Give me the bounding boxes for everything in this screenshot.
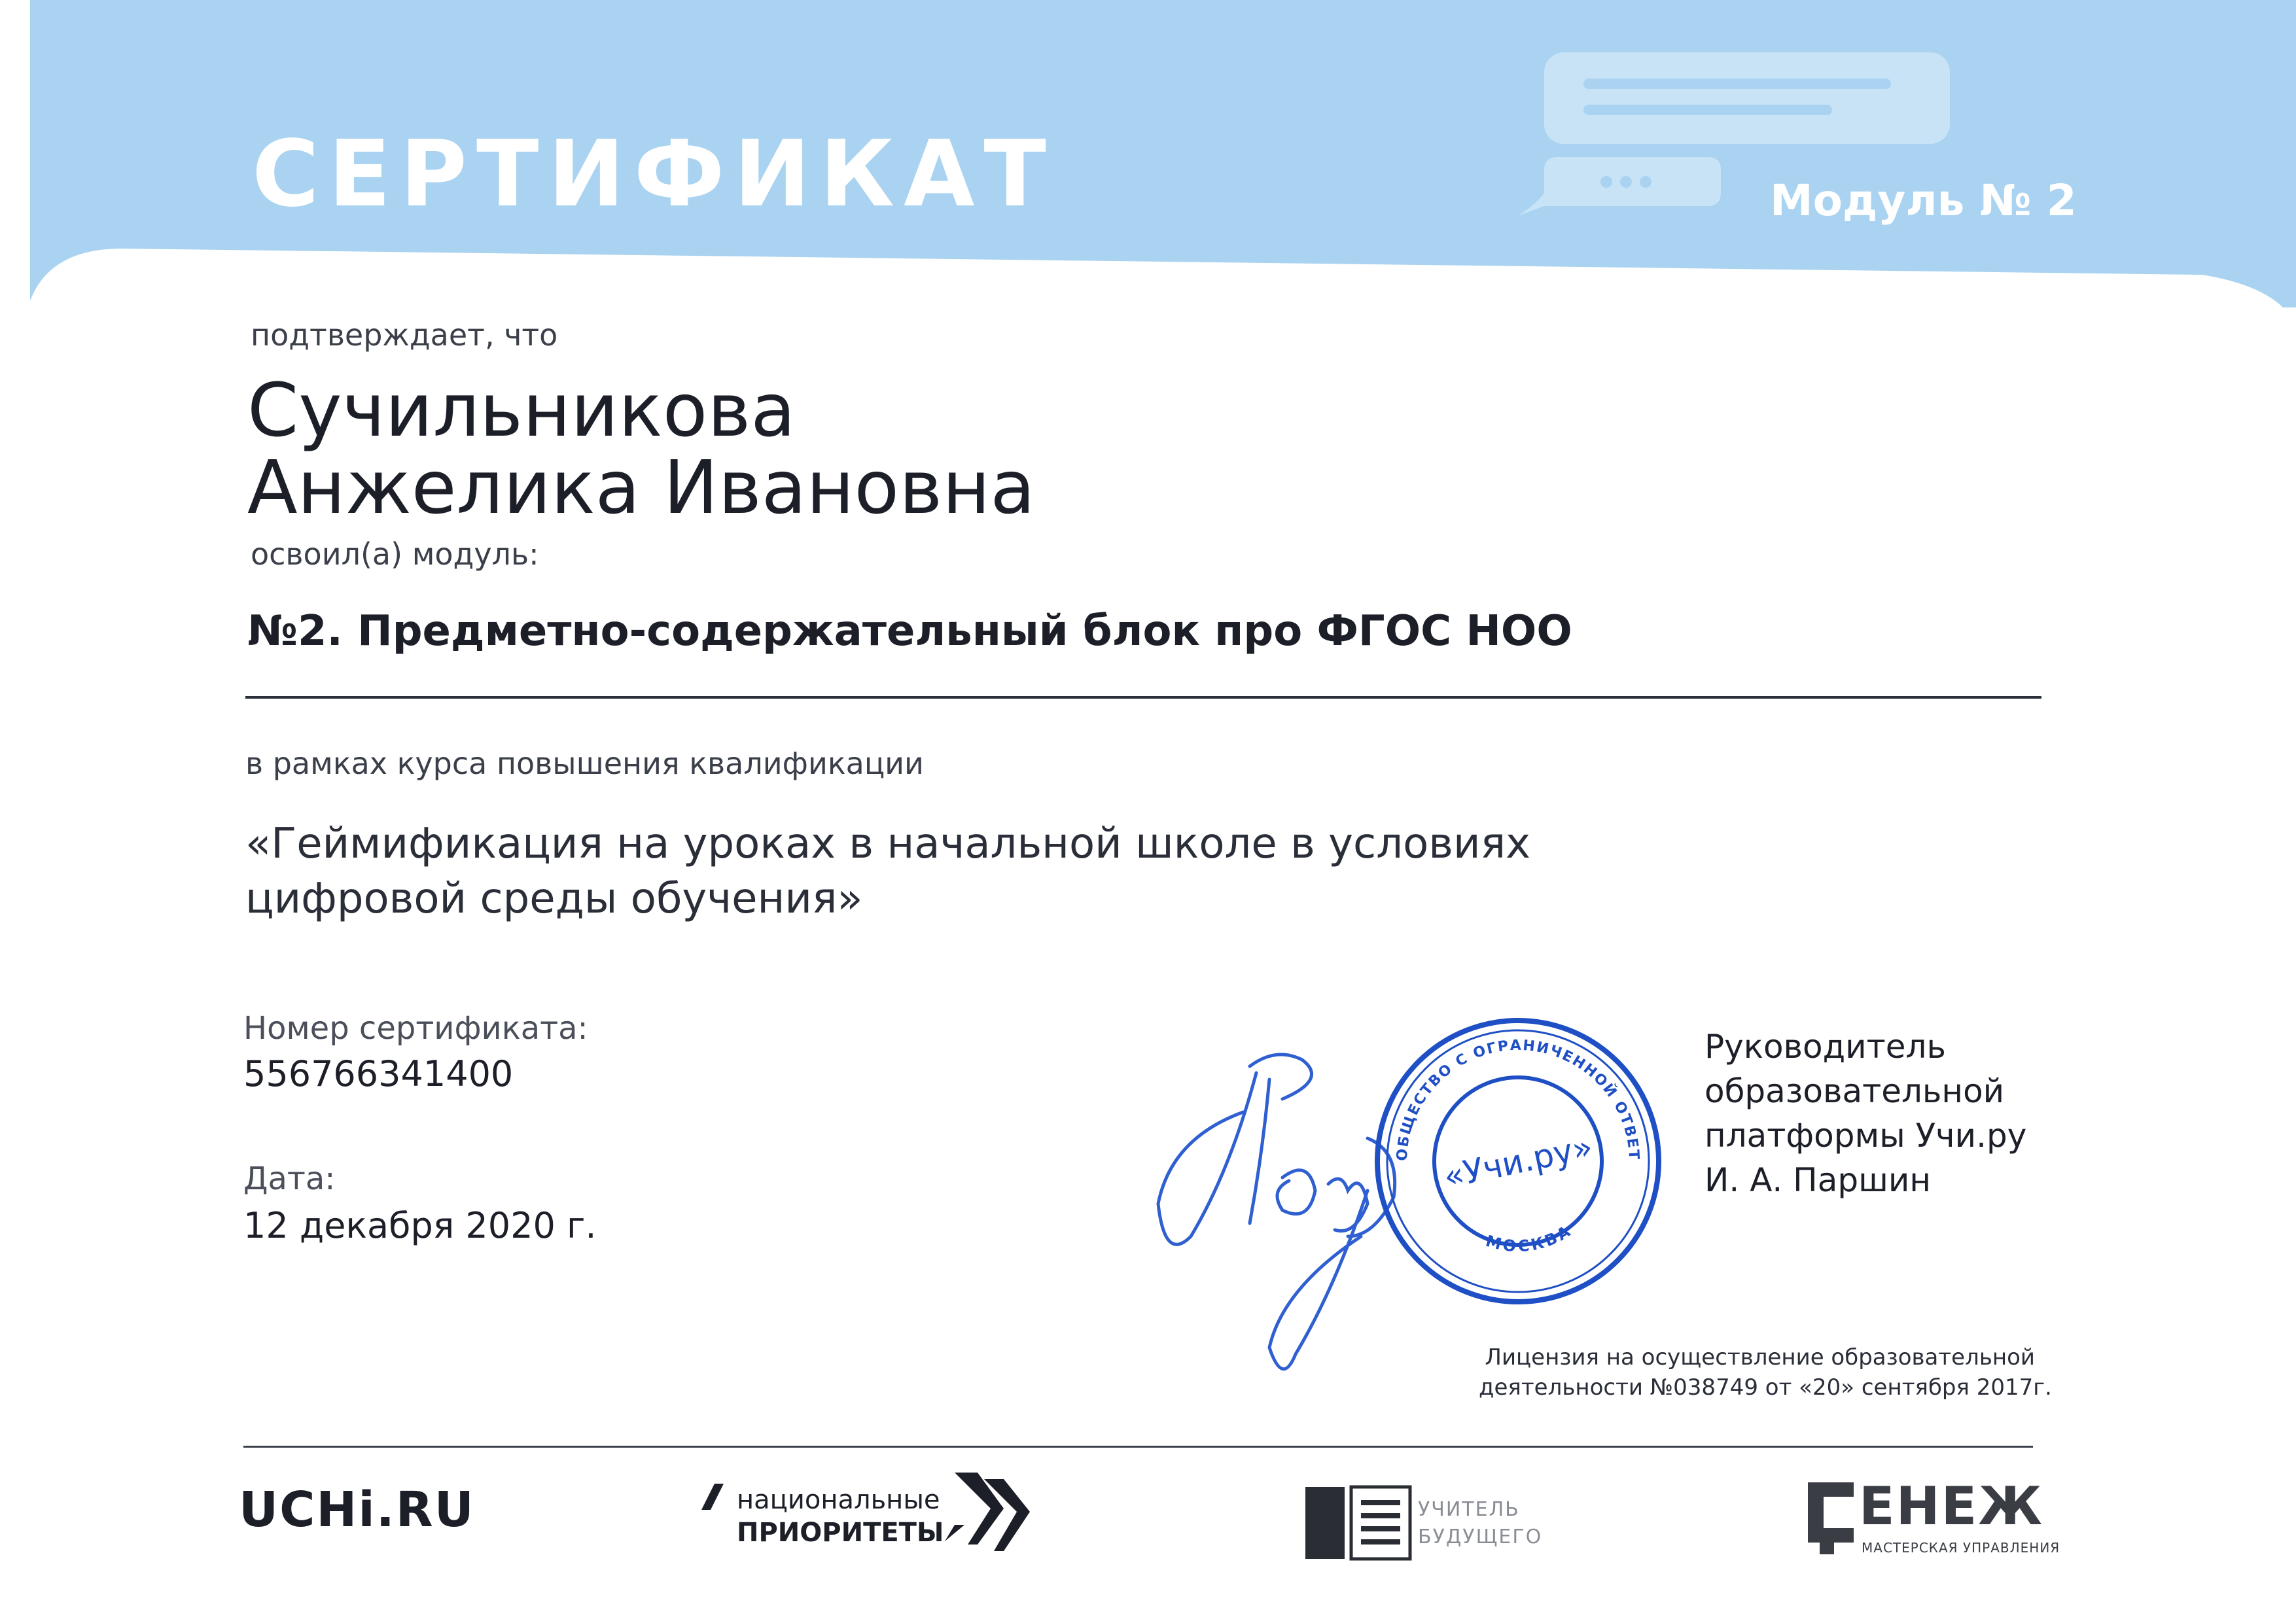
np-logo-top: национальные [737,1485,940,1515]
signer-role-line1: Руководитель [1704,1028,1946,1066]
book-icon [1305,1484,1417,1562]
stamp-center-text: «Учи.ру» [1440,1127,1597,1196]
ub-logo-bottom: БУДУЩЕГО [1418,1526,1543,1548]
slash-mark-icon [701,1484,728,1516]
np-logo-bottom: ПРИОРИТЕТЫ [737,1518,944,1548]
certificate-number-label: Номер сертификата: [243,1010,588,1047]
course-title-line2: цифровой среды обучения» [245,875,863,923]
senezh-logo-subtitle: МАСТЕРСКАЯ УПРАВЛЕНИЯ [1862,1540,2060,1556]
stamp-city-text: МОСКВА [1483,1221,1576,1256]
svg-text:МОСКВА [1483,1221,1575,1255]
date-label: Дата: [243,1161,336,1197]
module-title: №2. Предметно-содержательный блок про ФГОС НОО [247,607,1572,655]
footer-divider [243,1446,2033,1448]
stamp-ring-text: ОБЩЕСТВО С ОГРАНИЧЕННОЙ ОТВЕТ [1394,1037,1642,1162]
license-line1: Лицензия на осуществление образовательной [1485,1344,2035,1370]
certificate-number: 556766341400 [243,1053,514,1094]
senezh-logo-text: ЕНЕЖ [1859,1476,2044,1537]
uchi-ru-logo: UCHi.RU [239,1482,475,1538]
ub-logo-top: УЧИТЕЛЬ [1418,1498,1520,1521]
module-underline [245,696,2041,699]
chevrons-icon [938,1469,1030,1554]
mastered-text: освоил(а) модуль: [251,536,539,572]
senezh-mark-icon [1808,1482,1860,1554]
official-stamp [1368,1011,1669,1314]
license-line2: деятельности №038749 от «20» сентября 2017г. [1479,1374,2052,1401]
confirms-text: подтверждает, что [251,317,558,353]
course-title-line1: «Геймификация на уроках в начальной школе в условиях [245,820,1530,868]
signer-name: И. А. Паршин [1704,1161,1932,1199]
recipient-given-names: Анжелика Ивановна [247,445,1035,531]
within-course-text: в рамках курса повышения квалификации [245,746,924,781]
recipient-surname: Сучильникова [247,368,796,453]
signer-role-line2: образовательной [1704,1072,2005,1110]
module-label: Модуль № 2 [1770,175,2077,226]
certificate-title: СЕРТИФИКАТ [252,121,1055,228]
signer-role-line3: платформы Учи.ру [1704,1117,2027,1155]
issue-date: 12 декабря 2020 г. [243,1205,597,1246]
